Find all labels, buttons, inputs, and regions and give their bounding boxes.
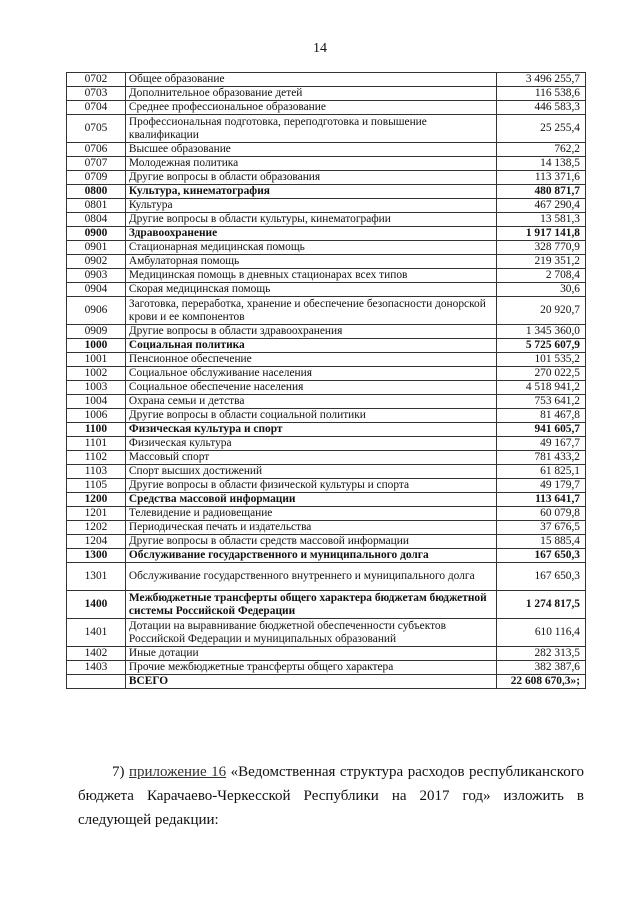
row-amount: 781 433,2	[497, 451, 586, 465]
row-amount: 282 313,5	[497, 647, 586, 661]
row-name: Периодическая печать и издательства	[125, 521, 496, 535]
row-amount: 753 641,2	[497, 395, 586, 409]
row-name: Обслуживание государственного и муниципального долга	[125, 549, 496, 563]
row-name: Культура	[125, 199, 496, 213]
row-name: Спорт высших достижений	[125, 465, 496, 479]
row-name: Физическая культура и спорт	[125, 423, 496, 437]
table-row	[67, 647, 586, 661]
row-code: 1301	[67, 563, 126, 591]
row-name: Другие вопросы в области образования	[125, 171, 496, 185]
row-name: Общее образование	[125, 73, 496, 87]
row-amount: 480 871,7	[497, 185, 586, 199]
page-number: 14	[313, 41, 327, 56]
row-code: 1400	[67, 591, 126, 619]
budget-table-body	[67, 73, 586, 689]
table-row	[67, 171, 586, 185]
row-code: 1002	[67, 367, 126, 381]
row-name: Амбулаторная помощь	[125, 255, 496, 269]
row-code: 1402	[67, 647, 126, 661]
row-name: Высшее образование	[125, 143, 496, 157]
row-amount: 49 179,7	[497, 479, 586, 493]
row-code: 1204	[67, 535, 126, 549]
row-name: Другие вопросы в области социальной политики	[125, 409, 496, 423]
row-amount: 116 538,6	[497, 87, 586, 101]
row-name: Дополнительное образование детей	[125, 87, 496, 101]
row-name: Дотации на выравнивание бюджетной обеспеченности субъектов Российской Федерации и муниципальных образований	[125, 619, 496, 647]
table-row	[67, 115, 586, 143]
row-name: Социальное обеспечение населения	[125, 381, 496, 395]
table-row	[67, 563, 586, 591]
row-name: Охрана семьи и детства	[125, 395, 496, 409]
row-code: 1000	[67, 339, 126, 353]
row-name: Стационарная медицинская помощь	[125, 241, 496, 255]
row-name: Заготовка, переработка, хранение и обеспечение безопасности донорской крови и ее компонентов	[125, 297, 496, 325]
row-name: Массовый спорт	[125, 451, 496, 465]
row-name: Другие вопросы в области средств массовой информации	[125, 535, 496, 549]
row-name: Молодежная политика	[125, 157, 496, 171]
row-code: 1006	[67, 409, 126, 423]
row-amount: 25 255,4	[497, 115, 586, 143]
row-code: 0707	[67, 157, 126, 171]
table-row	[67, 87, 586, 101]
table-row	[67, 297, 586, 325]
row-amount: 467 290,4	[497, 199, 586, 213]
table-row	[67, 451, 586, 465]
row-name: Средства массовой информации	[125, 493, 496, 507]
row-name: Физическая культура	[125, 437, 496, 451]
row-amount: 113 371,6	[497, 171, 586, 185]
row-amount: 20 920,7	[497, 297, 586, 325]
row-code: 0705	[67, 115, 126, 143]
table-row	[67, 437, 586, 451]
row-amount: 167 650,3	[497, 563, 586, 591]
table-row	[67, 157, 586, 171]
table-row	[67, 367, 586, 381]
row-amount: 270 022,5	[497, 367, 586, 381]
row-code: 1004	[67, 395, 126, 409]
table-row	[67, 73, 586, 87]
row-code: 1403	[67, 661, 126, 675]
row-code: 0804	[67, 213, 126, 227]
table-row	[67, 283, 586, 297]
row-code: 0801	[67, 199, 126, 213]
row-amount: 113 641,7	[497, 493, 586, 507]
row-name: ВСЕГО	[125, 675, 496, 689]
row-code: 1105	[67, 479, 126, 493]
paragraph-line-1-text: «Ведомственная структура расходов республиканского	[230, 764, 585, 780]
row-name: Профессиональная подготовка, переподготовка и повышение квалификации	[125, 115, 496, 143]
row-name: Социальная политика	[125, 339, 496, 353]
row-name: Межбюджетные трансферты общего характера бюджетам бюджетной системы Российской Федерации	[125, 591, 496, 619]
row-amount: 1 917 141,8	[497, 227, 586, 241]
table-row	[67, 199, 586, 213]
row-code: 1100	[67, 423, 126, 437]
table-row	[67, 325, 586, 339]
row-name: Среднее профессиональное образование	[125, 101, 496, 115]
row-name: Пенсионное обеспечение	[125, 353, 496, 367]
row-amount: 37 676,5	[497, 521, 586, 535]
row-amount: 49 167,7	[497, 437, 586, 451]
paragraph-line-3: следующей редакции:	[78, 812, 219, 828]
row-amount: 61 825,1	[497, 465, 586, 479]
row-name: Медицинская помощь в дневных стационарах всех типов	[125, 269, 496, 283]
row-amount: 15 885,4	[497, 535, 586, 549]
row-code: 0703	[67, 87, 126, 101]
table-row	[67, 255, 586, 269]
row-code: 1001	[67, 353, 126, 367]
row-code: 1103	[67, 465, 126, 479]
row-code: 0800	[67, 185, 126, 199]
row-name: Скорая медицинская помощь	[125, 283, 496, 297]
table-row	[67, 339, 586, 353]
table-row	[67, 185, 586, 199]
row-code: 0904	[67, 283, 126, 297]
row-amount: 1 345 360,0	[497, 325, 586, 339]
table-row	[67, 535, 586, 549]
paragraph-line-1	[78, 760, 584, 784]
table-row	[67, 507, 586, 521]
table-row	[67, 241, 586, 255]
row-name: Культура, кинематография	[125, 185, 496, 199]
row-code: 0906	[67, 297, 126, 325]
paragraph-line-2: бюджета Карачаево-Черкесской Республики на 2017 год» изложить в	[78, 788, 584, 804]
row-amount: 60 079,8	[497, 507, 586, 521]
row-code: 0900	[67, 227, 126, 241]
row-amount: 610 116,4	[497, 619, 586, 647]
row-name: Социальное обслуживание населения	[125, 367, 496, 381]
table-row	[67, 409, 586, 423]
row-code: 1102	[67, 451, 126, 465]
row-amount: 941 605,7	[497, 423, 586, 437]
table-row	[67, 661, 586, 675]
row-amount: 167 650,3	[497, 549, 586, 563]
row-amount: 22 608 670,3»;	[497, 675, 586, 689]
row-name: Здравоохранение	[125, 227, 496, 241]
table-row	[67, 269, 586, 283]
table-row	[67, 591, 586, 619]
table-row	[67, 675, 586, 689]
row-amount: 30,6	[497, 283, 586, 297]
table-row	[67, 493, 586, 507]
table-row	[67, 143, 586, 157]
row-code: 0901	[67, 241, 126, 255]
table-row	[67, 353, 586, 367]
row-code: 1201	[67, 507, 126, 521]
table-row	[67, 423, 586, 437]
row-amount: 219 351,2	[497, 255, 586, 269]
table-row	[67, 479, 586, 493]
row-name: Другие вопросы в области физической культуры и спорта	[125, 479, 496, 493]
row-name: Иные дотации	[125, 647, 496, 661]
row-amount: 81 467,8	[497, 409, 586, 423]
row-code: 1202	[67, 521, 126, 535]
row-amount: 5 725 607,9	[497, 339, 586, 353]
budget-table	[66, 72, 586, 689]
row-name: Обслуживание государственного внутреннего и муниципального долга	[125, 563, 496, 591]
appendix-link[interactable]: приложение 16	[128, 764, 227, 780]
row-name: Телевидение и радиовещание	[125, 507, 496, 521]
row-code: 1300	[67, 549, 126, 563]
row-name: Прочие межбюджетные трансферты общего характера	[125, 661, 496, 675]
row-code: 0702	[67, 73, 126, 87]
row-amount: 13 581,3	[497, 213, 586, 227]
row-code: 0704	[67, 101, 126, 115]
row-code: 1401	[67, 619, 126, 647]
row-amount: 446 583,3	[497, 101, 586, 115]
row-amount: 1 274 817,5	[497, 591, 586, 619]
table-row	[67, 549, 586, 563]
table-row	[67, 381, 586, 395]
table-row	[67, 395, 586, 409]
row-amount: 14 138,5	[497, 157, 586, 171]
row-code: 0903	[67, 269, 126, 283]
row-code: 0709	[67, 171, 126, 185]
table-row	[67, 227, 586, 241]
row-code: 0706	[67, 143, 126, 157]
row-amount: 382 387,6	[497, 661, 586, 675]
row-amount: 4 518 941,2	[497, 381, 586, 395]
row-amount: 762,2	[497, 143, 586, 157]
row-amount: 3 496 255,7	[497, 73, 586, 87]
table-row	[67, 465, 586, 479]
table-row	[67, 619, 586, 647]
row-code	[67, 675, 126, 689]
table-row	[67, 101, 586, 115]
table-row	[67, 213, 586, 227]
row-code: 1101	[67, 437, 126, 451]
row-amount: 2 708,4	[497, 269, 586, 283]
row-code: 1003	[67, 381, 126, 395]
row-name: Другие вопросы в области здравоохранения	[125, 325, 496, 339]
row-code: 0902	[67, 255, 126, 269]
table-row	[67, 521, 586, 535]
row-name: Другие вопросы в области культуры, кинематографии	[125, 213, 496, 227]
amendment-paragraph	[78, 760, 584, 832]
row-amount: 328 770,9	[497, 241, 586, 255]
row-code: 1200	[67, 493, 126, 507]
item-number: 7)	[112, 764, 125, 780]
row-amount: 101 535,2	[497, 353, 586, 367]
row-code: 0909	[67, 325, 126, 339]
